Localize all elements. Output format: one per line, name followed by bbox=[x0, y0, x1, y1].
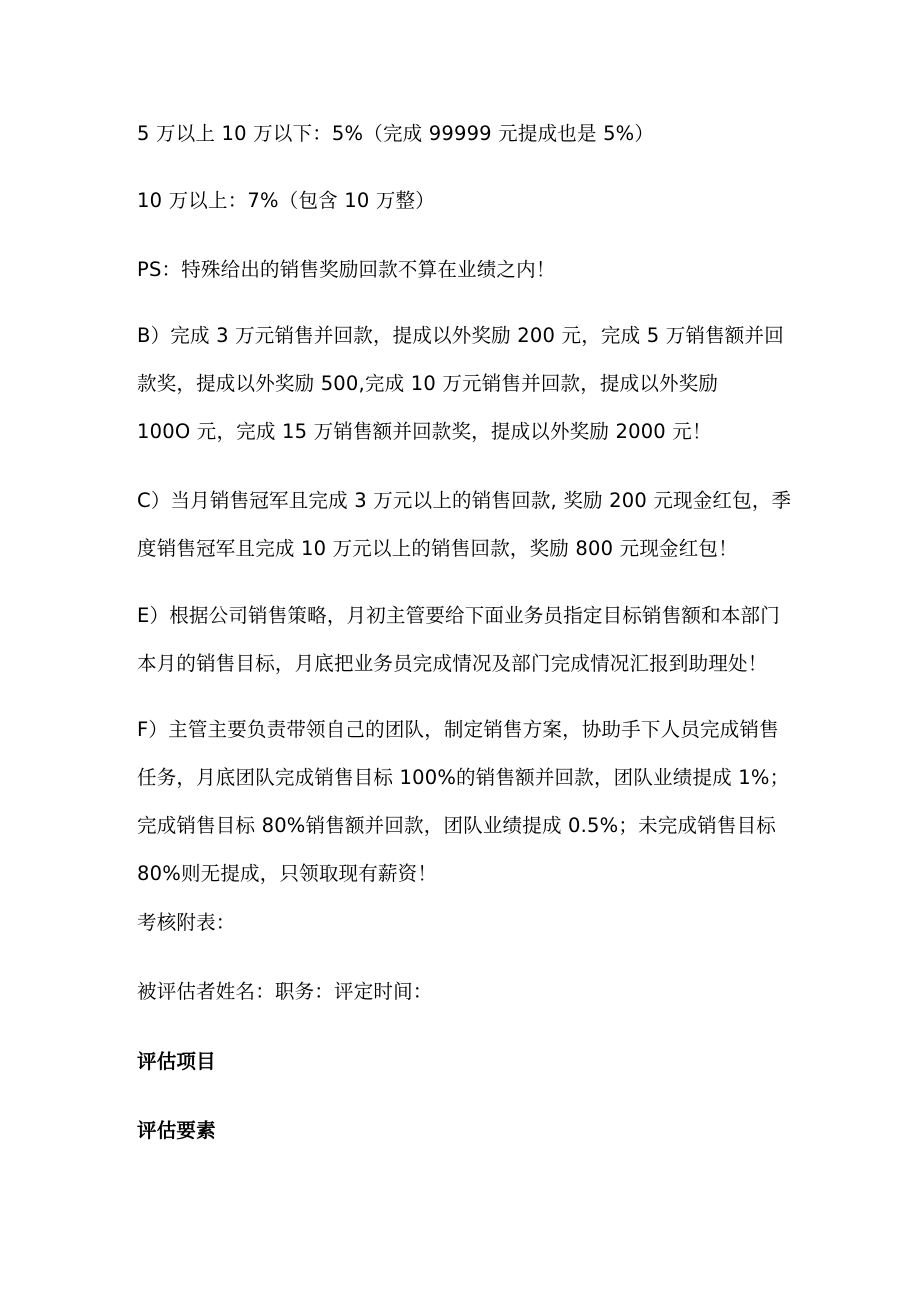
section-e-line-1: E）根据公司销售策略，月初主管要给下面业务员指定目标销售额和本部门 bbox=[137, 604, 780, 627]
section-f-line-4: 80%则无提成，只领取现有薪资！ bbox=[137, 862, 438, 885]
commission-tier-5-to-10-text: 5 万以上 10 万以下：5%（完成 99999 元提成也是 5%） bbox=[137, 122, 655, 145]
evaluatee-fields bbox=[137, 968, 792, 1016]
section-f bbox=[137, 706, 792, 898]
section-b-line-1: B）完成 3 万元销售并回款，提成以外奖励 200 元，完成 5 万销售额并回 bbox=[137, 324, 784, 347]
evaluatee-fields-text: 被评估者姓名：职务：评定时间： bbox=[137, 980, 433, 1003]
section-c-line-1: C）当月销售冠军且完成 3 万元以上的销售回款, 奖励 200 元现金红包，季 bbox=[137, 489, 792, 512]
section-e bbox=[137, 592, 792, 688]
evaluation-item-heading bbox=[137, 1038, 792, 1086]
evaluation-factors-heading bbox=[137, 1107, 792, 1155]
section-b-line-3: 100O 元，完成 15 万销售额并回款奖，提成以外奖励 2000 元！ bbox=[137, 420, 712, 443]
evaluation-item-heading-text: 评估项目 bbox=[137, 1050, 216, 1073]
section-f-line-3: 完成销售目标 80%销售额并回款，团队业绩提成 0.5%；未完成销售目标 bbox=[137, 814, 776, 837]
section-f-line-1: F）主管主要负责带领自己的团队，制定销售方案，协助手下人员完成销售 bbox=[137, 718, 779, 741]
section-f-line-2: 任务，月底团队完成销售目标 100%的销售额并回款，团队业绩提成 1%； bbox=[137, 766, 790, 789]
section-b-line-2: 款奖，提成以外奖励 500,完成 10 万元销售并回款，提成以外奖励 bbox=[137, 372, 719, 395]
commission-tier-5-to-10 bbox=[137, 110, 792, 158]
ps-note-text: PS：特殊给出的销售奖励回款不算在业绩之内！ bbox=[137, 258, 556, 281]
section-c-line-2: 度销售冠军且完成 10 万元以上的销售回款，奖励 800 元现金红包！ bbox=[137, 537, 738, 560]
section-c bbox=[137, 477, 792, 573]
commission-tier-above-10 bbox=[137, 177, 792, 225]
commission-tier-above-10-text: 10 万以上：7%（包含 10 万整） bbox=[137, 189, 435, 212]
evaluation-factors-heading-text: 评估要素 bbox=[137, 1119, 216, 1142]
section-b bbox=[137, 312, 792, 456]
appendix-title bbox=[137, 899, 792, 947]
section-e-line-2: 本月的销售目标，月底把业务员完成情况及部门完成情况汇报到助理处！ bbox=[137, 652, 768, 675]
appendix-title-text: 考核附表： bbox=[137, 911, 236, 934]
ps-note bbox=[137, 246, 792, 294]
